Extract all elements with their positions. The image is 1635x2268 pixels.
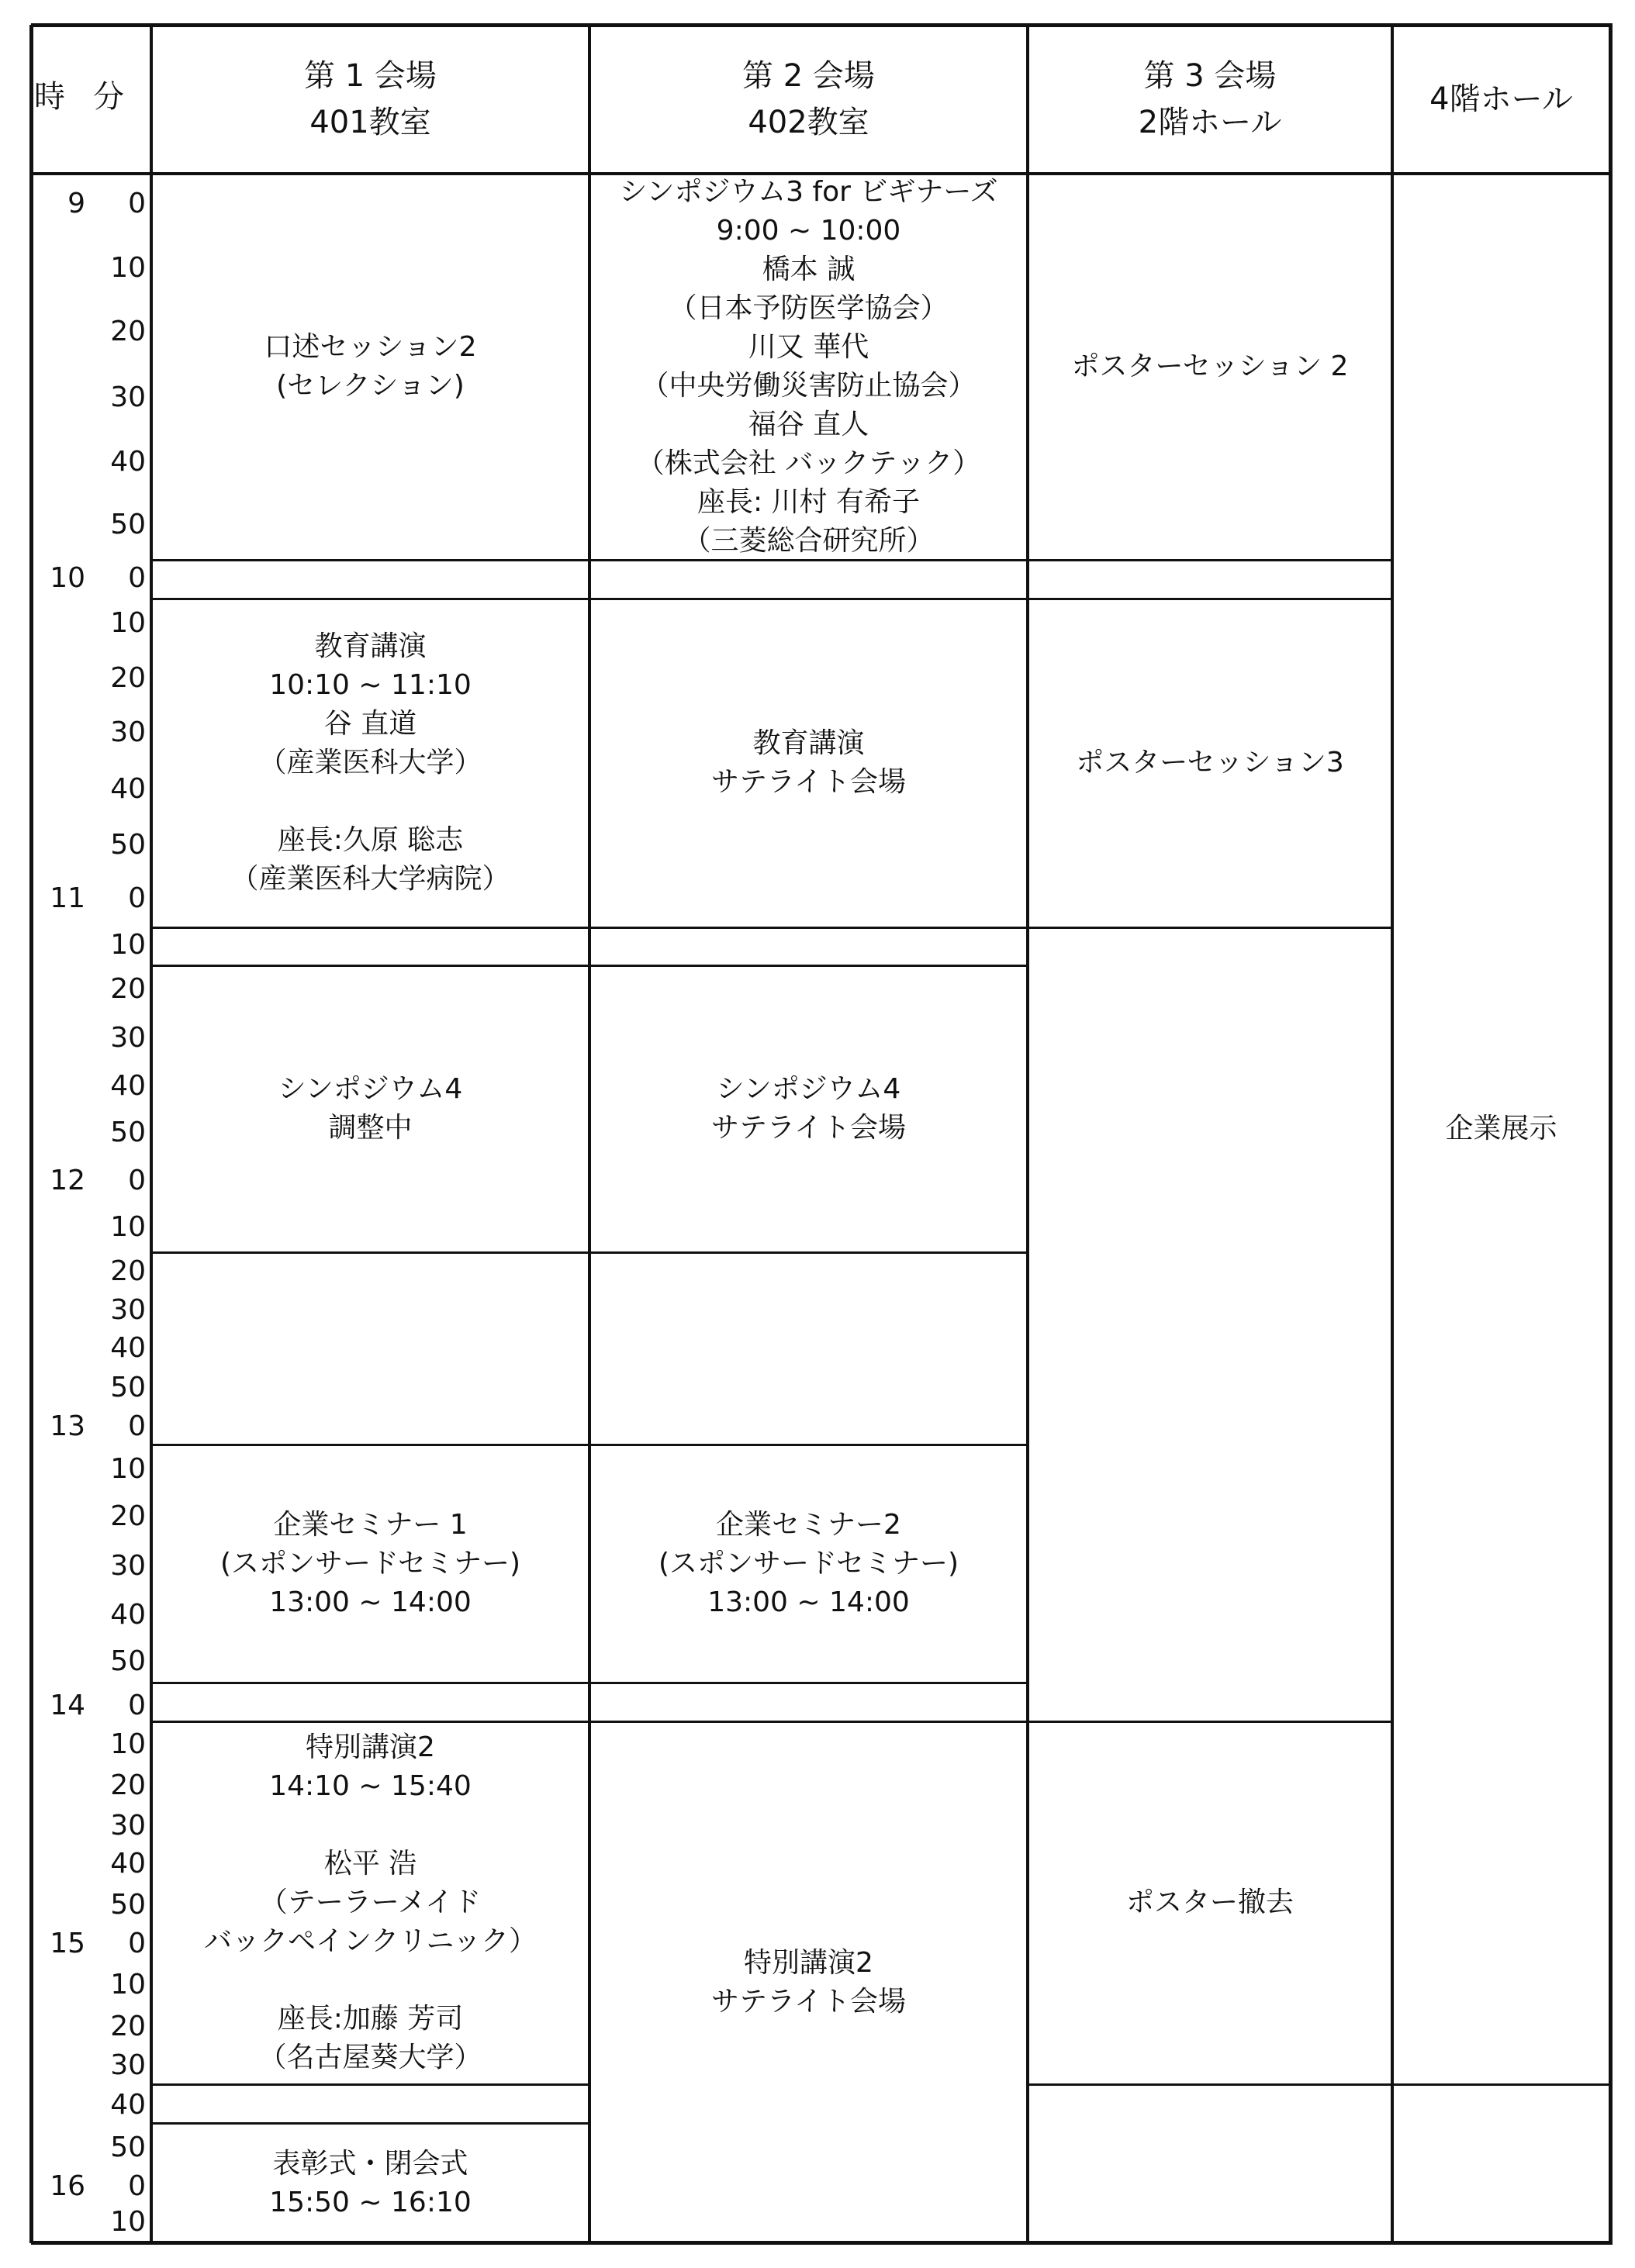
session-room2-2	[589, 599, 1028, 927]
session-line: 調整中	[328, 1112, 413, 1144]
minute-label: 10	[110, 2206, 146, 2238]
hour-label: 12	[50, 1165, 85, 1196]
minute-label: 10	[110, 1453, 146, 1485]
room-header-2	[589, 25, 1028, 174]
room-header-line: 第 3 会場	[1143, 58, 1277, 94]
minute-label: 50	[110, 2132, 146, 2163]
session-line: サテライト会場	[711, 1985, 906, 2018]
minute-label: 40	[110, 446, 146, 478]
session-line: シンポジウム4	[716, 1073, 901, 1105]
room-header-line: 4階ホール	[1429, 81, 1573, 117]
session-line: 座長: 川村 有希子	[697, 486, 921, 518]
session-room1-2	[151, 599, 589, 927]
session-line: （三菱総合研究所）	[683, 525, 935, 557]
hour-label: 13	[50, 1410, 85, 1442]
session-line: 教育講演	[314, 630, 427, 662]
session-line: 座長:加藤 芳司	[277, 2003, 464, 2035]
minute-label: 50	[110, 1645, 146, 1677]
minute-label: 30	[110, 1810, 146, 1842]
hour-label: 9	[67, 188, 85, 219]
session-room1-1	[151, 174, 589, 560]
minute-label: 0	[128, 1690, 146, 1721]
minute-label: 40	[110, 1332, 146, 1364]
session-room2-3	[589, 965, 1028, 1252]
room-header-1	[151, 25, 589, 174]
session-line: サテライト会場	[711, 766, 906, 798]
session-line: バックペインクリニック）	[203, 1925, 538, 1957]
session-line: (スポンサードセミナー)	[658, 1547, 959, 1579]
minute-label: 20	[110, 2011, 146, 2042]
minute-label: 20	[110, 1500, 146, 1532]
minute-label: 50	[110, 1372, 146, 1403]
minute-label: 30	[110, 1550, 146, 1582]
session-line: 13:00 ~ 14:00	[707, 1586, 910, 1618]
session-line: ポスター撤去	[1125, 1887, 1294, 1918]
room-header-line: 第 1 会場	[304, 58, 437, 94]
session-line: （産業医科大学）	[258, 747, 482, 778]
session-line: 橋本 誠	[762, 254, 856, 285]
session-line	[366, 1806, 375, 1845]
minute-label: 20	[110, 973, 146, 1005]
minute-label: 30	[110, 716, 146, 748]
session-line: （中央労働災害防止協会）	[641, 370, 977, 402]
minute-label: 0	[128, 188, 146, 219]
minute-label: 20	[110, 1769, 146, 1801]
session-line: 企業セミナー2	[716, 1508, 901, 1541]
minute-label: 0	[128, 1165, 146, 1196]
session-line: 表彰式・閉会式	[272, 2147, 468, 2180]
session-line	[366, 782, 375, 821]
minute-label: 40	[110, 2089, 146, 2121]
session-line: 口述セッション2	[264, 331, 477, 363]
session-line: （株式会社 バックテック）	[636, 447, 981, 479]
minute-label: 50	[110, 1889, 146, 1921]
hour-label: 11	[50, 882, 85, 914]
session-line: 14:10 ~ 15:40	[269, 1770, 472, 1802]
minute-label: 40	[110, 1848, 146, 1880]
session-line: 企業展示	[1445, 1113, 1557, 1144]
room-header-line: 401教室	[309, 105, 431, 140]
session-room4-1	[1392, 174, 1610, 2084]
minute-label: 10	[110, 607, 146, 639]
session-line: 特別講演2	[744, 1946, 873, 1979]
session-line: (セレクション)	[276, 370, 465, 402]
minute-label: 10	[110, 1211, 146, 1243]
minute-label: 50	[110, 829, 146, 861]
session-line: （産業医科大学病院）	[230, 863, 510, 895]
room-header-4	[1392, 25, 1610, 174]
session-room3-3	[1028, 1721, 1392, 2084]
session-line: 松平 浩	[323, 1848, 417, 1880]
minute-label: 10	[110, 252, 146, 284]
session-line: 川又 華代	[748, 331, 869, 363]
session-line: 企業セミナー 1	[273, 1508, 468, 1541]
session-line: 9:00 ~ 10:00	[716, 215, 901, 247]
room-header-line: 2階ホール	[1138, 105, 1282, 140]
column-divider	[29, 25, 33, 2243]
minute-label: 10	[110, 1969, 146, 2000]
room-header-line: 402教室	[748, 105, 869, 140]
session-line: 教育講演	[752, 727, 865, 759]
minute-label: 10	[110, 929, 146, 961]
minute-label: 10	[110, 1728, 146, 1760]
session-line: （テーラーメイド	[259, 1887, 482, 1918]
session-line: （名古屋葵大学）	[258, 2042, 482, 2073]
minute-label: 50	[110, 509, 146, 540]
minute-label: 20	[110, 662, 146, 694]
minute-label: 0	[128, 562, 146, 594]
session-line	[366, 1961, 375, 2000]
session-line: 福谷 直人	[748, 409, 869, 440]
session-room1-6	[151, 2123, 589, 2243]
session-line: シンポジウム3 for ビギナーズ	[619, 176, 998, 208]
minute-label: 30	[110, 1294, 146, 1326]
hour-label: 10	[50, 562, 85, 594]
minute-label: 30	[110, 381, 146, 413]
session-line: ポスターセッション 2	[1071, 350, 1349, 382]
session-line: 谷 直道	[323, 708, 417, 740]
minute-label: 20	[110, 1255, 146, 1287]
session-line: 座長:久原 聡志	[277, 824, 464, 856]
session-line: サテライト会場	[711, 1112, 906, 1144]
session-room3-1	[1028, 174, 1392, 560]
session-room1-4	[151, 1445, 589, 1683]
minute-label: 40	[110, 1599, 146, 1631]
hour-label: 16	[50, 2170, 85, 2202]
session-line: 13:00 ~ 14:00	[269, 1586, 472, 1618]
time-header-hour: 時	[34, 79, 65, 115]
minute-label: 40	[110, 1070, 146, 1102]
minute-label: 0	[128, 1928, 146, 1959]
minute-label: 0	[128, 2170, 146, 2202]
hour-label: 14	[50, 1690, 85, 1721]
session-line: (スポンサードセミナー)	[219, 1547, 520, 1579]
session-line: （日本予防医学協会）	[669, 292, 949, 324]
session-line: 10:10 ~ 11:10	[269, 669, 472, 701]
room-header-line: 第 2 会場	[742, 58, 875, 94]
minute-label: 50	[110, 1117, 146, 1148]
session-line: シンポジウム4	[278, 1073, 463, 1105]
session-room1-5	[151, 1721, 589, 2084]
session-line: 15:50 ~ 16:10	[269, 2186, 472, 2218]
minute-label: 0	[128, 882, 146, 914]
session-line: ポスターセッション3	[1076, 747, 1344, 778]
minute-label: 0	[128, 1410, 146, 1442]
minute-label: 40	[110, 773, 146, 805]
session-room2-1	[589, 174, 1028, 560]
minute-label: 30	[110, 1022, 146, 1054]
hour-label: 15	[50, 1928, 85, 1959]
session-room3-2	[1028, 599, 1392, 927]
room-header-3	[1028, 25, 1392, 174]
session-room2-4	[589, 1445, 1028, 1683]
session-room1-3	[151, 965, 589, 1252]
session-room2-5	[589, 1721, 1028, 2243]
time-header-minute: 分	[93, 79, 124, 115]
minute-label: 30	[110, 2049, 146, 2081]
session-line: 特別講演2	[306, 1731, 435, 1763]
minute-label: 20	[110, 316, 146, 347]
